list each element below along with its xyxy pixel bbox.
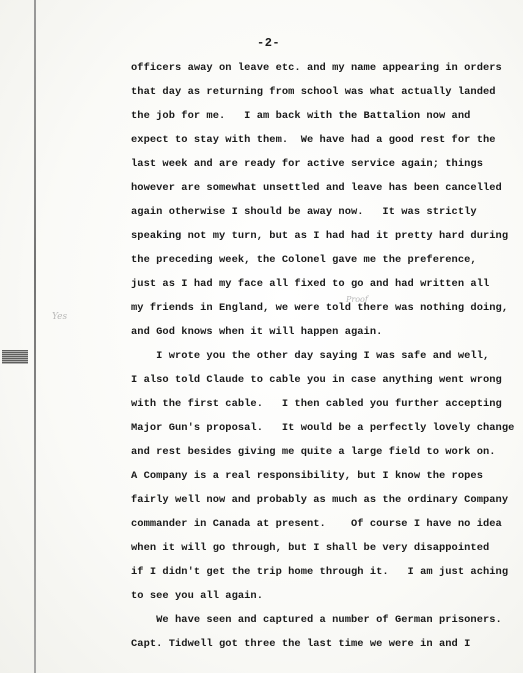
punch-hole-mark xyxy=(2,350,28,364)
text-line: the job for me. I am back with the Battalion now and xyxy=(131,110,471,122)
text-line: commander in Canada at present. Of course I have no idea xyxy=(131,518,502,530)
text-line: I also told Claude to cable you in case anything went wrong xyxy=(131,374,502,386)
text-line: when it will go through, but I shall be very disappointed xyxy=(131,542,490,554)
margin-annotation: Proof xyxy=(346,295,368,304)
page-number: -2- xyxy=(257,36,281,50)
text-line: again otherwise I should be away now. It was strictly xyxy=(131,206,477,218)
text-line: the preceding week, the Colonel gave me the preference, xyxy=(131,254,477,266)
text-line: and rest besides giving me quite a large field to work on. xyxy=(131,446,496,458)
text-line: speaking not my turn, but as I had had it pretty hard during xyxy=(131,230,509,242)
margin-annotation: Yes xyxy=(52,312,68,322)
text-line: officers away on leave etc. and my name appearing in orders xyxy=(131,62,502,74)
text-line: I wrote you the other day saying I was safe and well, xyxy=(131,350,490,362)
text-line: fairly well now and probably as much as the ordinary Company xyxy=(131,494,509,506)
text-line: that day as returning from school was what actually landed xyxy=(131,86,496,98)
text-line: with the first cable. I then cabled you further accepting xyxy=(131,398,502,410)
text-line: last week and are ready for active service again; things xyxy=(131,158,483,170)
text-line: just as I had my face all fixed to go and had written all xyxy=(131,278,490,290)
text-line: however are somewhat unsettled and leave has been cancelled xyxy=(131,182,502,194)
text-line: A Company is a real responsibility, but I know the ropes xyxy=(131,470,483,482)
left-margin-rule xyxy=(34,0,36,673)
text-line: and God knows when it will happen again. xyxy=(131,326,383,338)
text-line: Major Gun's proposal. It would be a perfectly lovely change xyxy=(131,422,515,434)
text-line: expect to stay with them. We have had a good rest for the xyxy=(131,134,496,146)
text-line: We have seen and captured a number of German prisoners. xyxy=(131,614,502,626)
text-line: if I didn't get the trip home through it. I am just aching xyxy=(131,566,509,578)
letter-body xyxy=(131,56,523,656)
text-line: my friends in England, we were told there was nothing doing, xyxy=(131,302,509,314)
text-line: to see you all again. xyxy=(131,590,263,602)
text-line: Capt. Tidwell got three the last time we were in and I xyxy=(131,638,471,650)
